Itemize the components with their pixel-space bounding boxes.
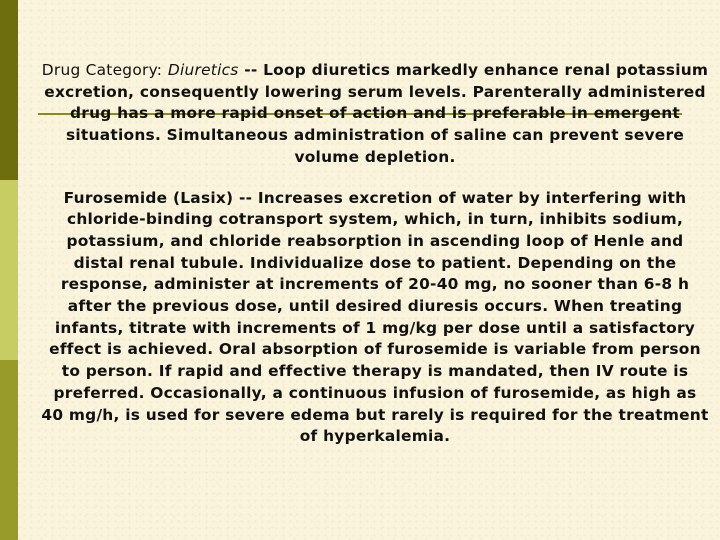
drug-category-label: Drug Category: xyxy=(41,61,163,79)
slide-body xyxy=(40,60,710,448)
drug-category-description: -- Loop diuretics markedly enhance renal potassium excretion, consequently lowering serum levels. Parenterally administered drug has a more rapid onset of action and is preferable in emergent situations. Simultaneous administration of saline can prevent severe volume depletion. xyxy=(44,61,709,166)
furosemide-paragraph: Furosemide (Lasix) -- Increases excretion of water by interfering with chloride-binding cotransport system, which, in turn, inhibits sodium, potassium, and chloride reabsorption in ascending loop of Henle and distal renal tubule. Individualize dose to patient. Depending on the response, administer at increments of 20-40 mg, no sooner than 6-8 h after the previous dose, until desired diuresis occurs. When treating infants, titrate with increments of 1 mg/kg per dose until a satisfactory effect is achieved. Oral absorption of furosemide is variable from person to person. If rapid and effective therapy is mandated, then IV route is preferred. Occasionally, a continuous infusion of furosemide, as high as 40 mg/h, is used for severe edema but rarely is required for the treatment of hyperkalemia. xyxy=(41,188,709,446)
side-band-middle xyxy=(0,180,18,360)
drug-category-value: Diuretics xyxy=(167,61,239,79)
side-band-top xyxy=(0,0,18,180)
side-band-bottom xyxy=(0,360,18,540)
drug-category-paragraph xyxy=(40,60,710,169)
